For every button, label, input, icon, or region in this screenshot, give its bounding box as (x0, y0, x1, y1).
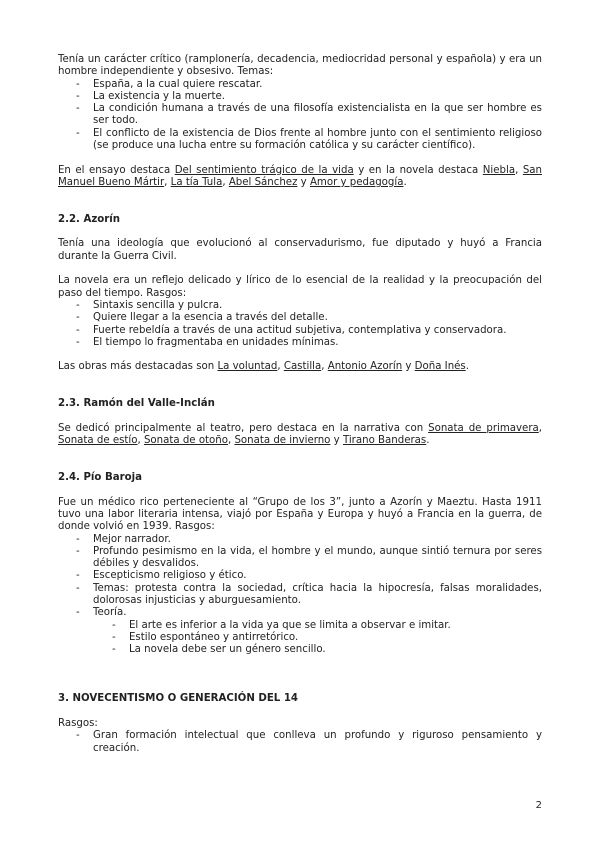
sublist-item: - El arte es inferior a la vida ya que se limita a observar e imitar. (129, 620, 542, 632)
baroja-bio-paragraph: Fue un médico rico perteneciente al “Grupo de los 3”, junto a Azorín y Maeztu. Hasta 1911 tuvo una labor literaria intensa, viajó por España y Europa y huyó a Francia en la guerra, de donde volvió en 1939. Rasgos: (58, 496, 542, 533)
work-title: Sonata de invierno (234, 435, 331, 447)
document-page (58, 54, 542, 755)
list-item: - Quiere llegar a la esencia a través del detalle. (93, 312, 542, 324)
work-title: Niebla (482, 164, 516, 176)
work-title: Doña Inés (414, 361, 466, 373)
work-title: La tía Tula (170, 176, 223, 188)
list-item: - Mejor narrador. (93, 534, 542, 546)
list-item: - Fuerte rebeldía a través de una actitud subjetiva, contemplativa y conservadora. (93, 325, 542, 337)
work-title: Abel Sánchez (228, 176, 298, 188)
list-item: - Sintaxis sencilla y pulcra. (93, 300, 542, 312)
list-item: - Temas: protesta contra la sociedad, crítica hacia la hipocresía, falsas moralidades, dolorosas injusticias y aburguesamiento. (93, 583, 542, 608)
list-item: - El tiempo lo fragmentaba en unidades mínimas. (93, 337, 542, 349)
work-title: Castilla (283, 361, 322, 373)
section-heading-valle-inclan: 2.3. Ramón del Valle-Inclán (58, 398, 215, 410)
work-title: Del sentimiento trágico de la vida (174, 164, 354, 176)
azorin-novel-paragraph: La novela era un reflejo delicado y lírico de lo esencial de la realidad y la preocupación del paso del tiempo. Rasgos: (58, 275, 542, 299)
work-title: Tirano Banderas (342, 435, 427, 447)
section-heading-novecentismo: 3. NOVECENTISMO O GENERACIÓN DEL 14 (58, 693, 299, 705)
work-title: La voluntad (217, 361, 278, 373)
sublist-item: - La novela debe ser un género sencillo. (129, 644, 542, 656)
work-title: Amor y pedagogía (309, 176, 404, 188)
baroja-theory-sublist (93, 620, 542, 657)
work-title: San Manuel Bueno Mártir (58, 164, 542, 188)
valle-inclan-paragraph: Se dedicó principalmente al teatro, pero destaca en la narrativa con Sonata de primavera, Sonata de estío, Sonata de otoño, Sonata de invierno y Tirano Banderas. (58, 422, 542, 447)
novecentismo-label: Rasgos: (58, 718, 98, 730)
azorin-traits-list (58, 300, 542, 349)
section-heading-baroja: 2.4. Pío Baroja (58, 472, 142, 484)
list-item: - La condición humana a través de una filosofía existencialista en la que ser hombre es ser todo. (93, 103, 542, 128)
unamuno-works-paragraph: En el ensayo destaca Del sentimiento trágico de la vida y en la novela destaca Niebla, San Manuel Bueno Mártir, La tía Tula, Abel Sánchez y Amor y pedagogía. (58, 164, 542, 188)
azorin-works-paragraph: Las obras más destacadas son La voluntad, Castilla, Antonio Azorín y Doña Inés. (58, 361, 469, 373)
baroja-traits-list (58, 534, 542, 657)
novecentismo-traits-list (58, 730, 542, 755)
work-title: Antonio Azorín (327, 361, 403, 373)
list-item: - La existencia y la muerte. (93, 91, 542, 103)
list-item: - Escepticismo religioso y ético. (93, 570, 542, 582)
work-title: Sonata de estío (58, 435, 138, 447)
unamuno-themes-list (58, 79, 542, 153)
azorin-ideology-paragraph: Tenía una ideología que evolucionó al conservadurismo, fue diputado y huyó a Francia durante la Guerra Civil. (58, 238, 542, 262)
section-heading-azorin: 2.2. Azorín (58, 213, 121, 225)
sublist-item: - Estilo espontáneo y antirretórico. (129, 632, 542, 644)
list-item: - España, a la cual quiere rescatar. (93, 79, 542, 91)
unamuno-character-paragraph: Tenía un carácter crítico (ramplonería, decadencia, mediocridad personal y española) y era un hombre independiente y obsesivo. Temas: (58, 54, 542, 78)
work-title: Sonata de otoño (143, 435, 228, 447)
list-item: - Teoría. - El arte es inferior a la vida ya que se limita a observar e imitar. - Estilo espontáneo y antirretórico. - La novela debe ser un género sencillo. (93, 607, 542, 656)
work-title: Sonata de primavera (428, 422, 539, 434)
list-item: - Profundo pesimismo en la vida, el hombre y el mundo, aunque sintió ternura por seres débiles y desvalidos. (93, 546, 542, 571)
page-number: 2 (535, 800, 542, 811)
list-item: - Gran formación intelectual que conlleva un profundo y riguroso pensamiento y creación. (93, 730, 542, 755)
list-item: - El conflicto de la existencia de Dios frente al hombre junto con el sentimiento religioso (se produce una lucha entre su formación católica y su carácter científico). (93, 128, 542, 153)
